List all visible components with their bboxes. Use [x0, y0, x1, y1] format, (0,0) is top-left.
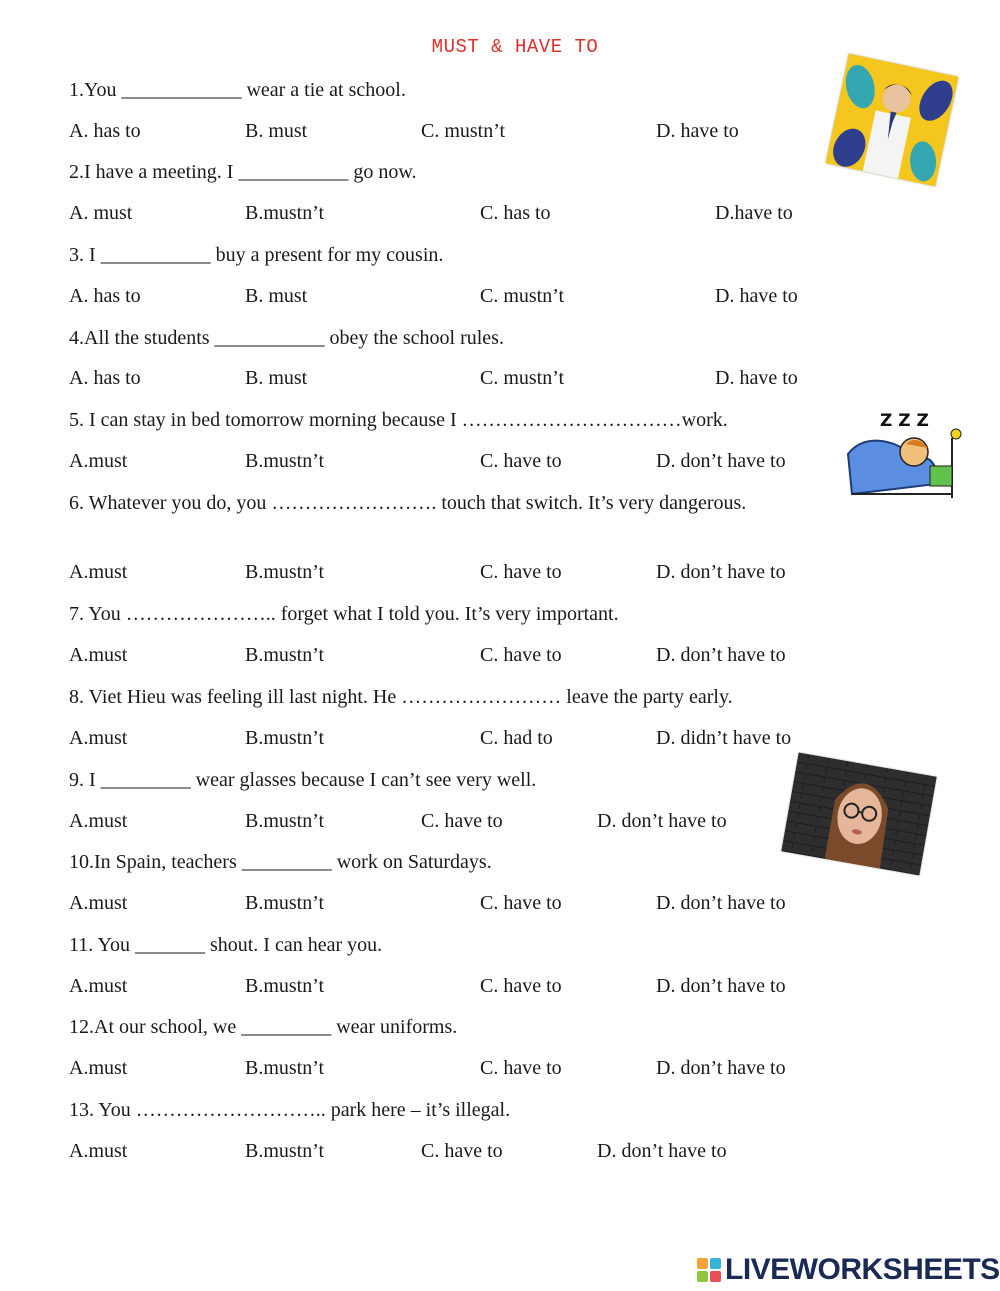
option-3a[interactable]: A. has to	[69, 285, 141, 307]
question-13: 13. You ……………………….. park here – it’s illegal.	[69, 1099, 511, 1121]
option-5a[interactable]: A.must	[69, 450, 128, 472]
option-2b[interactable]: B.mustn’t	[245, 202, 325, 224]
question-6: 6. Whatever you do, you ……………………. touch that switch. It’s very dangerous.	[69, 492, 747, 514]
option-13c[interactable]: C. have to	[421, 1140, 503, 1162]
option-10b[interactable]: B.mustn’t	[245, 892, 325, 914]
option-6b[interactable]: B.mustn’t	[245, 561, 325, 583]
option-12d[interactable]: D. don’t have to	[656, 1057, 786, 1079]
option-6c[interactable]: C. have to	[480, 561, 562, 583]
question-5: 5. I can stay in bed tomorrow morning because I ……………………………work.	[69, 409, 728, 431]
option-12b[interactable]: B.mustn’t	[245, 1057, 325, 1079]
option-10d[interactable]: D. don’t have to	[656, 892, 786, 914]
option-1c[interactable]: C. mustn’t	[421, 120, 506, 142]
option-3d[interactable]: D. have to	[715, 285, 798, 307]
logo-grid-icon	[697, 1258, 721, 1282]
liveworksheets-logo	[697, 1254, 1000, 1286]
question-8: 8. Viet Hieu was feeling ill last night. He …………………… leave the party early.	[69, 686, 733, 708]
question-10: 10.In Spain, teachers _________ work on Saturdays.	[69, 851, 492, 873]
option-8d[interactable]: D. didn’t have to	[656, 727, 792, 749]
option-9d[interactable]: D. don’t have to	[597, 810, 727, 832]
option-10c[interactable]: C. have to	[480, 892, 562, 914]
sleeping-illustration	[844, 404, 962, 502]
option-7c[interactable]: C. have to	[480, 644, 562, 666]
option-8a[interactable]: A.must	[69, 727, 128, 749]
question-1: 1.You ____________ wear a tie at school.	[69, 79, 406, 101]
option-2c[interactable]: C. has to	[480, 202, 551, 224]
option-1b[interactable]: B. must	[245, 120, 308, 142]
option-9a[interactable]: A.must	[69, 810, 128, 832]
option-4a[interactable]: A. has to	[69, 367, 141, 389]
svg-text:Z Z Z: Z Z Z	[880, 411, 929, 431]
option-6a[interactable]: A.must	[69, 561, 128, 583]
option-7d[interactable]: D. don’t have to	[656, 644, 786, 666]
option-11b[interactable]: B.mustn’t	[245, 975, 325, 997]
option-11d[interactable]: D. don’t have to	[656, 975, 786, 997]
option-8c[interactable]: C. had to	[480, 727, 553, 749]
option-2a[interactable]: A. must	[69, 202, 133, 224]
tie-boy-illustration	[826, 54, 959, 187]
option-4c[interactable]: C. mustn’t	[480, 367, 565, 389]
option-10a[interactable]: A.must	[69, 892, 128, 914]
question-2: 2.I have a meeting. I ___________ go now.	[69, 161, 417, 183]
option-11c[interactable]: C. have to	[480, 975, 562, 997]
option-4b[interactable]: B. must	[245, 367, 308, 389]
option-1a[interactable]: A. has to	[69, 120, 141, 142]
question-12: 12.At our school, we _________ wear uniforms.	[69, 1016, 458, 1038]
option-6d[interactable]: D. don’t have to	[656, 561, 786, 583]
option-1d[interactable]: D. have to	[656, 120, 739, 142]
option-7a[interactable]: A.must	[69, 644, 128, 666]
option-5c[interactable]: C. have to	[480, 450, 562, 472]
question-11: 11. You _______ shout. I can hear you.	[69, 934, 383, 956]
option-5d[interactable]: D. don’t have to	[656, 450, 786, 472]
option-8b[interactable]: B.mustn’t	[245, 727, 325, 749]
option-5b[interactable]: B.mustn’t	[245, 450, 325, 472]
question-4: 4.All the students ___________ obey the school rules.	[69, 327, 504, 349]
brand-name: LIVEWORKSHEETS	[725, 1253, 1000, 1286]
question-7: 7. You ………………….. forget what I told you. It’s very important.	[69, 603, 619, 625]
option-4d[interactable]: D. have to	[715, 367, 798, 389]
option-12a[interactable]: A.must	[69, 1057, 128, 1079]
option-11a[interactable]: A.must	[69, 975, 128, 997]
question-9: 9. I _________ wear glasses because I can’t see very well.	[69, 769, 537, 791]
option-3b[interactable]: B. must	[245, 285, 308, 307]
question-3: 3. I ___________ buy a present for my cousin.	[69, 244, 444, 266]
option-7b[interactable]: B.mustn’t	[245, 644, 325, 666]
worksheet-title: MUST & HAVE TO	[431, 36, 599, 58]
option-2d[interactable]: D.have to	[715, 202, 793, 224]
option-13a[interactable]: A.must	[69, 1140, 128, 1162]
option-13b[interactable]: B.mustn’t	[245, 1140, 325, 1162]
option-3c[interactable]: C. mustn’t	[480, 285, 565, 307]
glasses-girl-photo	[781, 753, 936, 876]
option-12c[interactable]: C. have to	[480, 1057, 562, 1079]
option-13d[interactable]: D. don’t have to	[597, 1140, 727, 1162]
option-9b[interactable]: B.mustn’t	[245, 810, 325, 832]
option-9c[interactable]: C. have to	[421, 810, 503, 832]
